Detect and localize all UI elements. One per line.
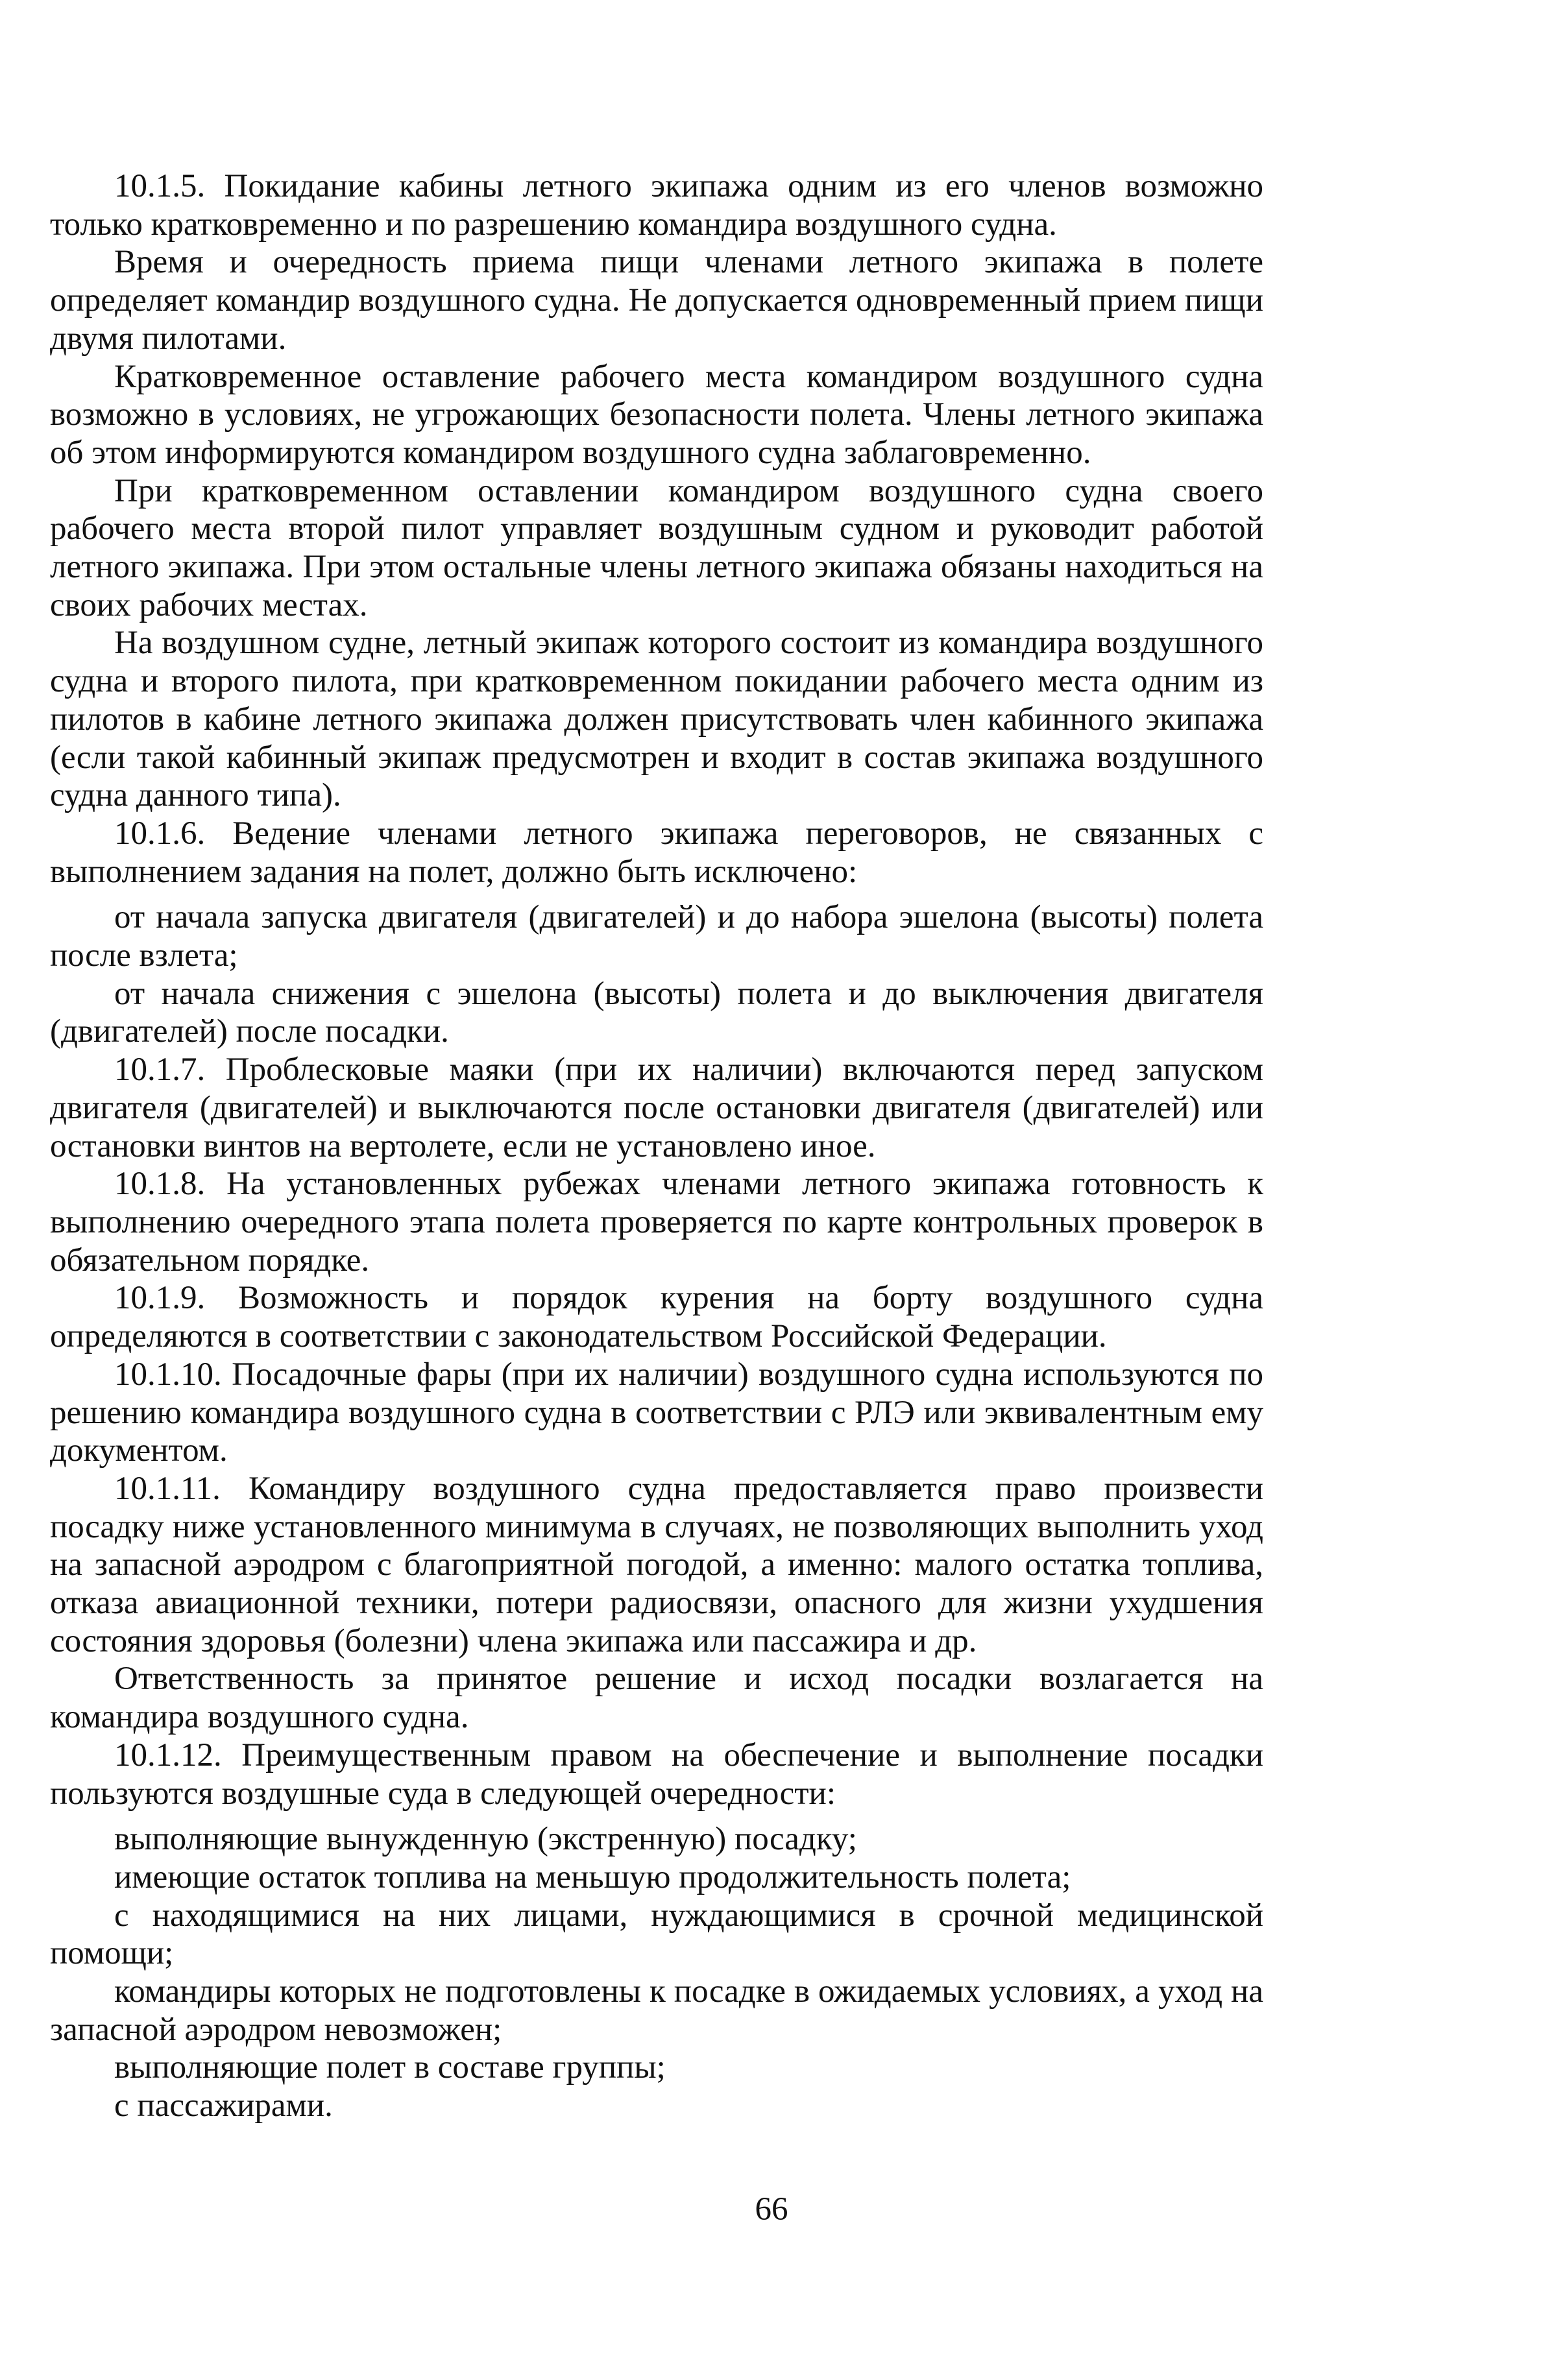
document-body <box>50 167 1263 2125</box>
list-item-medical: с находящимися на них лицами, нуждающимися в срочной медицинской помощи; <box>50 1897 1263 1972</box>
paragraph-meal-order: Время и очередность приема пищи членами летного экипажа в полете определяет командир воздушного судна. Не допускается одновременный прием пищи двумя пилотами. <box>50 244 1263 357</box>
paragraph-10-1-7: 10.1.7. Проблесковые маяки (при их наличии) включаются перед запуском двигателя (двигателей) и выключаются после остановки двигателя (двигателей) или остановки винтов на вертолете, если не установлено иное. <box>50 1052 1263 1164</box>
paragraph-10-1-10: 10.1.10. Посадочные фары (при их наличии) воздушного судна используются по решению командира воздушного судна в соответствии с РЛЭ или эквивалентным ему документом. <box>50 1356 1263 1469</box>
paragraph-10-1-12: 10.1.12. Преимущественным правом на обеспечение и выполнение посадки пользуются воздушные суда в следующей очередности: <box>50 1737 1263 1812</box>
paragraph-second-pilot: При кратковременном оставлении командиром воздушного судна своего рабочего места второй пилот управляет воздушным судном и руководит работой летного экипажа. При этом остальные члены летного экипажа обязаны находиться на своих рабочих местах. <box>50 472 1263 623</box>
paragraph-10-1-5: 10.1.5. Покидание кабины летного экипажа одним из его членов возможно только кратковременно и по разрешению командира воздушного судна. <box>50 168 1263 243</box>
list-item-descent: от начала снижения с эшелона (высоты) полета и до выключения двигателя (двигателей) после посадки. <box>50 975 1263 1050</box>
paragraph-10-1-8: 10.1.8. На установленных рубежах членами летного экипажа готовность к выполнению очередного этапа полета проверяется по карте контрольных проверок в обязательном порядке. <box>50 1166 1263 1279</box>
paragraph-10-1-6: 10.1.6. Ведение членами летного экипажа переговоров, не связанных с выполнением задания на полет, должно быть исключено: <box>50 815 1263 890</box>
list-item-forced-landing: выполняющие вынужденную (экстренную) посадку; <box>114 1821 857 1858</box>
page-number: 66 <box>755 2191 788 2228</box>
paragraph-10-1-11: 10.1.11. Командиру воздушного судна предоставляется право произвести посадку ниже установленного минимума в случаях, не позволяющих выполнить уход на запасной аэродром с благоприятной погодой, а именно: малого остатка топлива, отказа авиационной техники, потери радиосвязи, опасного для жизни ухудшения состояния здоровья (болезни) члена экипажа или пассажира и др. <box>50 1470 1263 1659</box>
list-item-unprepared: командиры которых не подготовлены к посадке в ожидаемых условиях, а уход на запасной аэродром невозможен; <box>50 1973 1263 2048</box>
list-item-group-flight: выполняющие полет в составе группы; <box>114 2049 666 2086</box>
paragraph-10-1-9: 10.1.9. Возможность и порядок курения на борту воздушного судна определяются в соответствии с законодательством Российской Федерации. <box>50 1280 1263 1355</box>
list-item-low-fuel: имеющие остаток топлива на меньшую продолжительность полета; <box>114 1858 1071 1895</box>
list-item-engine-start: от начала запуска двигателя (двигателей) и до набора эшелона (высоты) полета после взлета; <box>50 899 1263 974</box>
paragraph-responsibility: Ответственность за принятое решение и исход посадки возлагается на командира воздушного судна. <box>50 1661 1263 1736</box>
list-item-passengers: с пассажирами. <box>114 2087 333 2124</box>
paragraph-two-pilot-crew: На воздушном судне, летный экипаж которого состоит из командира воздушного судна и второго пилота, при кратковременном покидании рабочего места одним из пилотов в кабине летного экипажа должен присутствовать член кабинного экипажа (если такой кабинный экипаж предусмотрен и входит в состав экипажа воздушного судна данного типа). <box>50 625 1263 814</box>
paragraph-commander-leave: Кратковременное оставление рабочего места командиром воздушного судна возможно в условиях, не угрожающих безопасности полета. Члены летного экипажа об этом информируются командиром воздушного судна заблаговременно. <box>50 358 1263 471</box>
